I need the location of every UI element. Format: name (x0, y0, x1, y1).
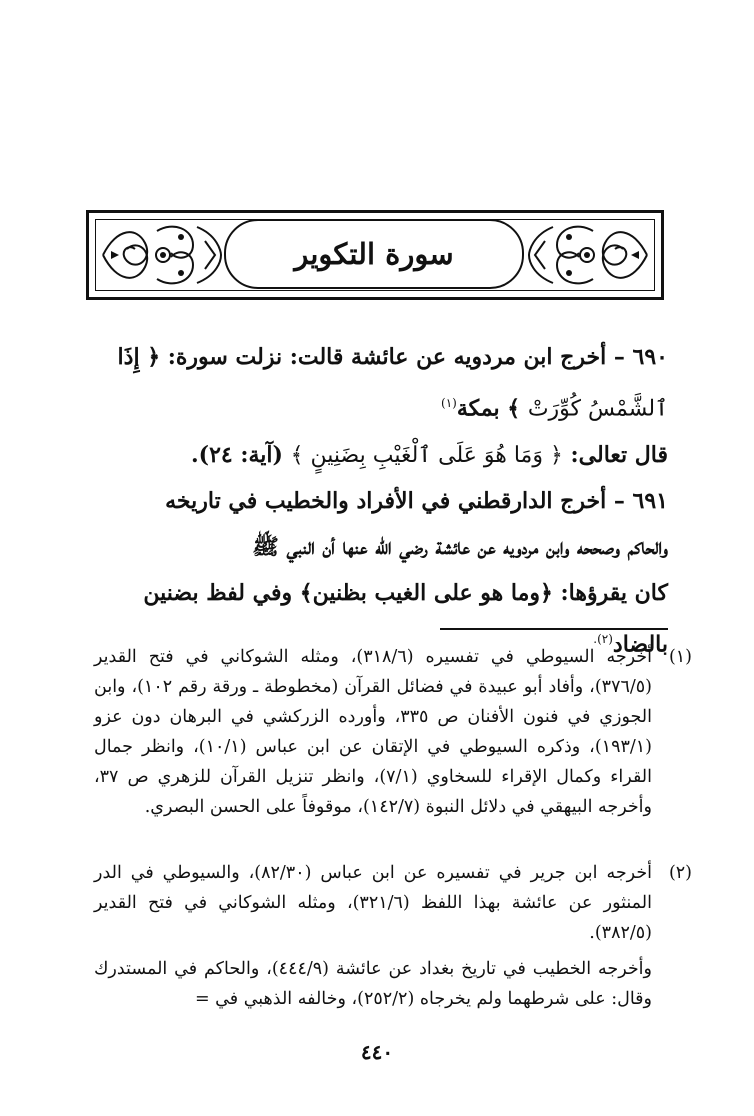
footnote-number: (١) (668, 647, 692, 667)
footnote-text: أخرجه السيوطي في تفسيره (٣١٨/٦)، ومثله الشوكاني في فتح القدير (٣٧٦/٥)، وأفاد أبو عبيدة في فضائل القرآن (مخطوطة ـ ورقة رقم ١٠٢)، وابن الجوزي في فنون الأفنان ص ٣٣٥، وأورده الزركشي في البرهان دون عزو (١٩٣/١)، وذكره السيوطي في الإتقان عن ابن عباس (١٠/١)، وانظر جمال القراء وكمال الإقراء للسخاوي (٧/١)، وانظر تنزيل القرآن للزهري ص ٣٧، وأخرجه البيهقي في دلائل النبوة (١٤٢/٧)، موقوفاً على الحسن البصري. (94, 647, 652, 817)
hadith-entry-691 (92, 478, 668, 667)
surah-title-banner (86, 210, 664, 300)
entry-690-line-1: ٦٩٠ – أخرج ابن مردويه عن عائشة قالت: نزلت سورة: ﴿ إِذَا (117, 344, 668, 370)
footnote-2-continuation: وأخرجه الخطيب في تاريخ بغداد عن عائشة (٤٤٤/٩)، والحاكم في المستدرك وقال: على شرطهما ولم يخرجاه (٢٥٢/٢)، وخالفه الذهبي في = (94, 959, 652, 1009)
footnote-number: (٢) (668, 863, 692, 883)
title-cartouche (224, 219, 524, 289)
footnote-ref-2: (٢). (593, 632, 613, 646)
hadith-entry-690 (92, 334, 668, 479)
entry-690-line-3-pre: قال تعالى: (570, 442, 668, 469)
footnote-2 (94, 858, 692, 948)
entry-691-line-3-text: كان يقرؤها: ﴿وما هو على الغيب بظنين﴾ وفي لفظ بضنين بالضاد (143, 580, 668, 658)
footnote-separator (440, 628, 668, 630)
quran-verse: ﴿ وَمَا هُوَ عَلَى ٱلْغَيْبِ بِضَنِينٍ ﴾ (290, 443, 563, 469)
arabesque-ornament-left-icon (97, 221, 227, 289)
footnote-text: أخرجه ابن جرير في تفسيره عن ابن عباس (٨٢/٣٠)، والسيوطي في الدر المنثور عن عائشة بهذا اللفظ (٣٢١/٦)، ومثله الشوكاني في فتح القدير (٣٨٢/٥). (94, 863, 652, 943)
arabesque-ornament-right-icon (523, 221, 653, 289)
entry-690-line-3 (92, 432, 668, 479)
entry-691-line-1: ٦٩١ – أخرج الدارقطني في الأفراد والخطيب في تاريخه (165, 488, 668, 514)
verse-reference: (آية: ٢٤). (190, 442, 283, 469)
entry-690-line-2-text: ﴾ بمكة (456, 395, 521, 422)
surah-title: سورة التكوير (294, 237, 454, 271)
footnote-ref-1: (١) (441, 396, 457, 410)
footnote-1 (94, 642, 692, 822)
page-number: ٤٤٠ (360, 1040, 394, 1064)
entry-690-line-2 (92, 380, 668, 432)
entry-691-line-2: والحاكم وصححه وابن مردويه عن عائشة رضي الله عنها أن النبي ﷺ (252, 534, 668, 560)
quran-verse: ٱلشَّمْسُ كُوِّرَتْ (527, 396, 668, 422)
